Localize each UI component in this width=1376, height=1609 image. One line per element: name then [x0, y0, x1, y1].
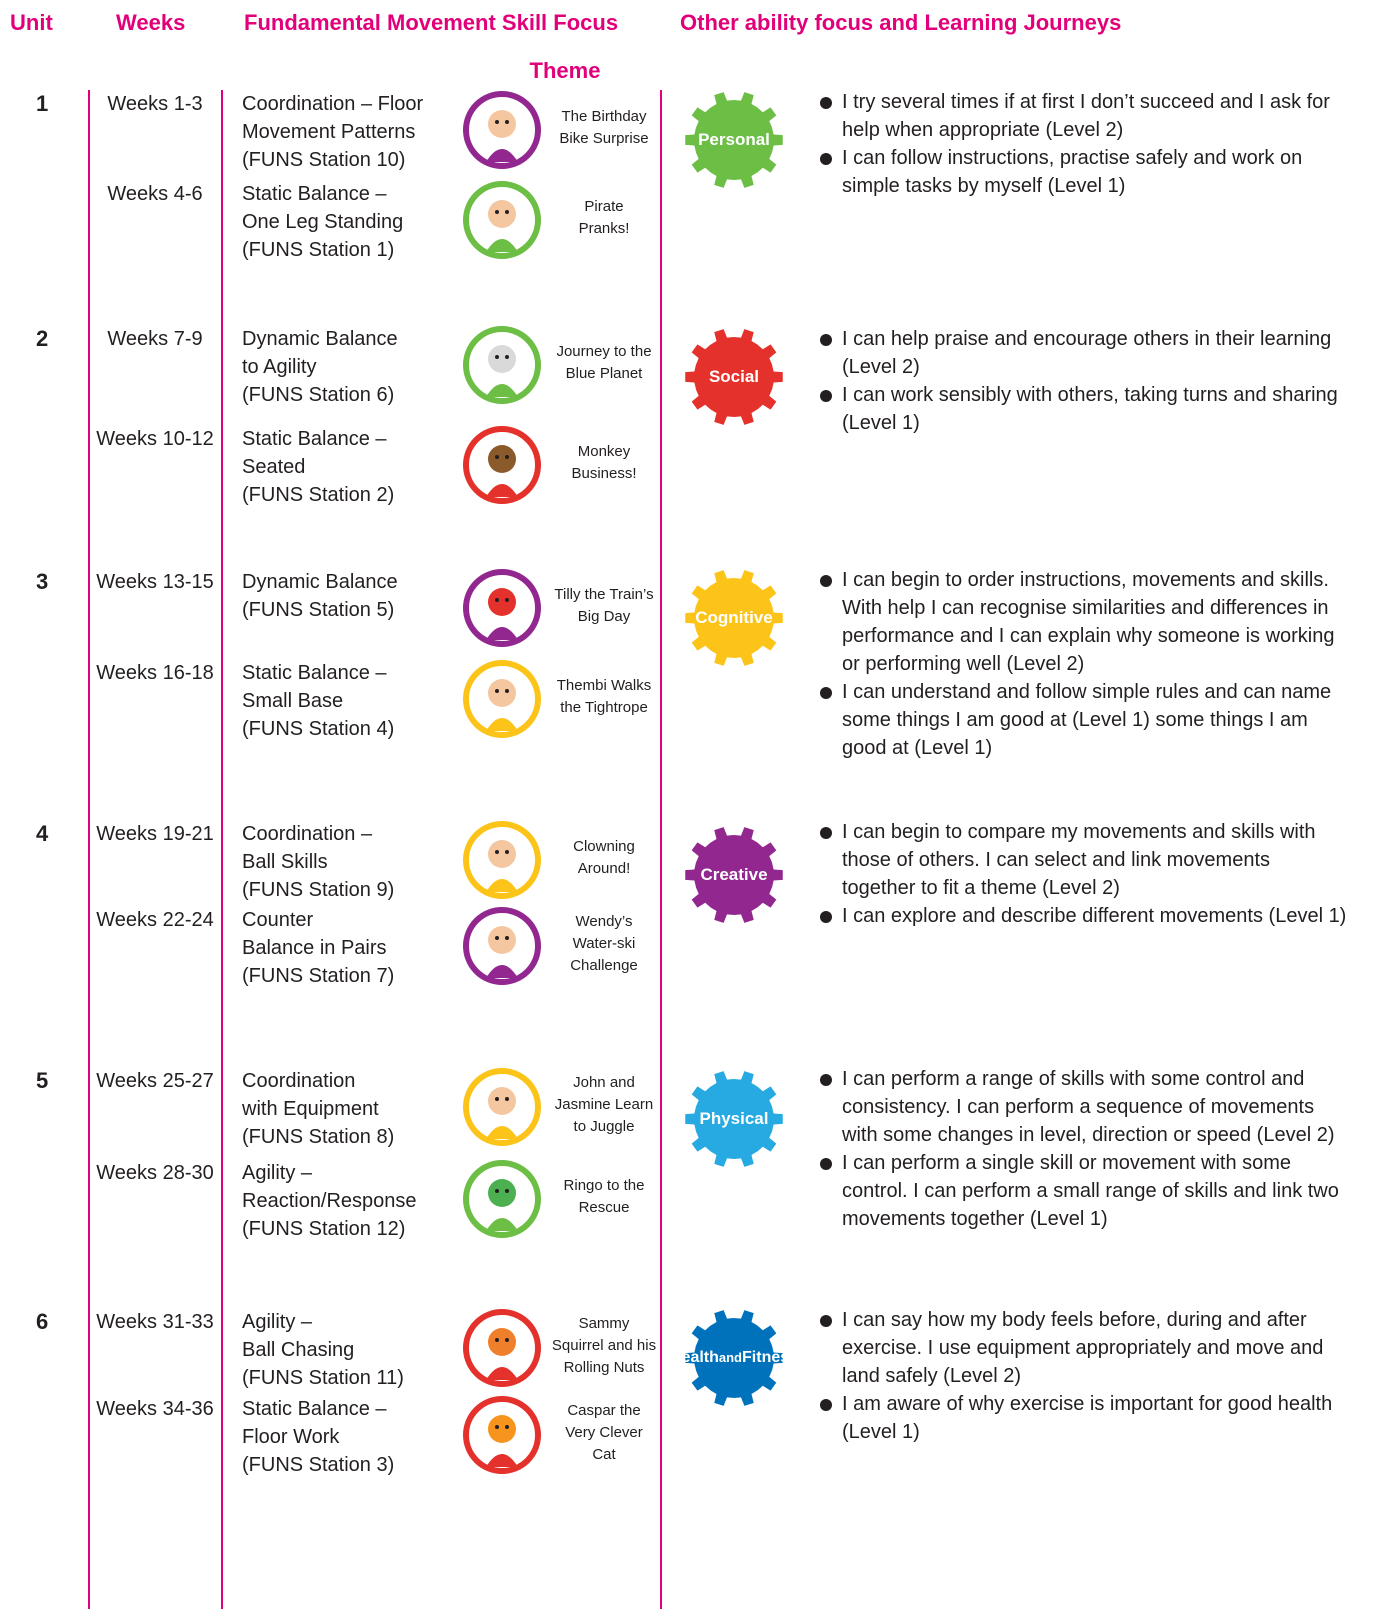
theme-title [548, 106, 660, 150]
theme-title-line: Big Day [577, 608, 631, 625]
weeks-label: Weeks 34-36 [96, 1398, 214, 1420]
header-weeks: Weeks [116, 10, 186, 35]
learning-journeys [818, 88, 1348, 200]
learning-journey-item: I can begin to order instructions, movements and skills. With help I can recognise similarities and differences in performance and I can explain why someone is working or performing well (Level 2) [818, 566, 1348, 678]
movement-skill-line: Reaction/Response [242, 1190, 417, 1212]
movement-skill-focus [242, 1159, 452, 1243]
movement-skill-line: One Leg Standing [242, 211, 404, 233]
learning-journeys [818, 1065, 1348, 1233]
theme-title-line: Water-ski [572, 935, 636, 952]
theme-title-line: Blue Planet [565, 365, 643, 382]
juggler-icon [462, 1067, 542, 1147]
boy-on-bike-icon [462, 90, 542, 170]
movement-skill-line: Small Base [242, 690, 344, 712]
movement-skill-line: Ball Chasing [242, 1339, 355, 1361]
ability-gear-icon [684, 327, 784, 427]
header-unit: Unit [10, 10, 53, 35]
movement-skill-line: (FUNS Station 3) [242, 1454, 395, 1476]
clown-icon [462, 820, 542, 900]
movement-skill-line: (FUNS Station 6) [242, 384, 395, 406]
theme-title-line: Ringo to the [563, 1177, 645, 1194]
theme-title-line: Very Clever [565, 1424, 643, 1441]
movement-skill-line: Counter [242, 909, 314, 931]
train-icon [462, 568, 542, 648]
learning-journey-item: I can say how my body feels before, during and after exercise. I use equipment appropriately and move and land safely (Level 2) [818, 1306, 1348, 1390]
divider-line [660, 90, 662, 1609]
movement-skill-line: with Equipment [242, 1098, 379, 1120]
theme-title-line: Pranks! [578, 220, 630, 237]
theme-title-line: The Birthday [561, 108, 647, 125]
weeks-label: Weeks 16-18 [96, 662, 214, 684]
divider-line [221, 90, 223, 1609]
movement-skill-focus [242, 90, 452, 174]
theme-title-line: Cat [592, 1446, 616, 1463]
theme-title-line: Around! [577, 860, 631, 877]
learning-journey-item: I can understand and follow simple rules and can name some things I am good at (Level 1) some things I am good at (Level 1) [818, 678, 1348, 762]
movement-skill-line: Coordination [242, 1070, 356, 1092]
movement-skill-line: Ball Skills [242, 851, 328, 873]
theme-title [548, 911, 660, 977]
theme-title-line: Rolling Nuts [563, 1359, 645, 1376]
movement-skill-line: (FUNS Station 2) [242, 484, 395, 506]
header-fms-focus: Fundamental Movement Skill Focus [244, 10, 619, 35]
theme-title-line: Sammy [578, 1315, 630, 1332]
movement-skill-line: (FUNS Station 8) [242, 1126, 395, 1148]
movement-skill-line: Movement Patterns [242, 121, 416, 143]
theme-title-line: Monkey [577, 443, 631, 460]
learning-journeys [818, 566, 1348, 762]
learning-journey-item: I can perform a range of skills with some control and consistency. I can perform a sequence of movements with some changes in level, direction or speed (Level 2) [818, 1065, 1348, 1149]
theme-title-line: Jasmine Learn [554, 1096, 654, 1113]
theme-title-line: Challenge [570, 957, 638, 974]
astronaut-icon [462, 325, 542, 405]
ability-gear-icon [684, 90, 784, 190]
ability-gear-icon [684, 568, 784, 668]
header-other-focus: Other ability focus and Learning Journeys [680, 10, 1122, 35]
theme-title-line: Rescue [578, 1199, 630, 1216]
ability-gear-icon [684, 1069, 784, 1169]
green-creature-icon [462, 1159, 542, 1239]
learning-journeys [818, 325, 1348, 437]
learning-journeys [818, 1306, 1348, 1446]
ability-label: Creative [700, 865, 768, 884]
pirate-icon [462, 180, 542, 260]
theme-title-line: Caspar the [567, 1402, 641, 1419]
ability-gear-icon [684, 825, 784, 925]
movement-skill-focus [242, 1395, 452, 1479]
theme-title [548, 836, 660, 880]
theme-title [548, 1400, 660, 1466]
theme-title-line: Business! [571, 465, 637, 482]
weeks-label: Weeks 19-21 [96, 823, 214, 845]
theme-title-line: Tilly the Train’s [554, 586, 654, 603]
movement-skill-focus [242, 568, 452, 624]
weeks-label: Weeks 10-12 [96, 428, 214, 450]
theme-title-line: the Tightrope [560, 699, 648, 716]
movement-skill-line: Agility – [242, 1311, 313, 1333]
movement-skill-line: Coordination – [242, 823, 373, 845]
movement-skill-line: (FUNS Station 1) [242, 239, 395, 261]
weeks-label: Weeks 28-30 [96, 1162, 214, 1184]
squirrel-icon [462, 1308, 542, 1388]
theme-title [548, 584, 660, 628]
weeks-label: Weeks 22-24 [96, 909, 214, 931]
weeks-label: Weeks 31-33 [96, 1311, 214, 1333]
divider-line [88, 90, 90, 1609]
unit-number: 2 [36, 326, 49, 351]
theme-title-line: Wendy’s [575, 913, 633, 930]
movement-skill-focus [242, 820, 452, 904]
unit-number: 5 [36, 1068, 49, 1093]
theme-title-line: Bike Surprise [559, 130, 649, 147]
movement-skill-line: Floor Work [242, 1426, 340, 1448]
movement-skill-focus [242, 325, 452, 409]
monkey-icon [462, 425, 542, 505]
theme-title [548, 675, 660, 719]
theme-title-line: to Juggle [573, 1118, 635, 1135]
tightrope-girl-icon [462, 659, 542, 739]
movement-skill-line: Agility – [242, 1162, 313, 1184]
movement-skill-line: Dynamic Balance [242, 571, 398, 593]
learning-journey-item: I can work sensibly with others, taking turns and sharing (Level 1) [818, 381, 1348, 437]
theme-title-line: John and [573, 1074, 635, 1091]
movement-skill-focus [242, 425, 452, 509]
learning-journey-item: I am aware of why exercise is important for good health (Level 1) [818, 1390, 1348, 1446]
movement-skill-line: Static Balance – [242, 1398, 387, 1420]
cat-icon [462, 1395, 542, 1475]
learning-journey-item: I can begin to compare my movements and skills with those of others. I can select and link movements together to fit a theme (Level 2) [818, 818, 1348, 902]
theme-title [548, 1175, 660, 1219]
movement-skill-focus [242, 906, 452, 990]
movement-skill-line: Static Balance – [242, 183, 387, 205]
theme-title-line: Journey to the [556, 343, 652, 360]
unit-number: 6 [36, 1309, 49, 1334]
movement-skill-line: (FUNS Station 4) [242, 718, 395, 740]
movement-skill-line: Seated [242, 456, 306, 478]
movement-skill-line: (FUNS Station 11) [242, 1367, 404, 1389]
theme-title [548, 441, 660, 485]
movement-skill-focus [242, 1067, 452, 1151]
movement-skill-line: Coordination – Floor [242, 93, 424, 115]
unit-number: 4 [36, 821, 49, 846]
theme-title [548, 1313, 660, 1379]
theme-title-line: Squirrel and his [551, 1337, 657, 1354]
movement-skill-focus [242, 1308, 452, 1392]
weeks-label: Weeks 7-9 [107, 328, 203, 350]
learning-journey-item: I can perform a single skill or movement with some control. I can perform a small range of skills and link two movements together (Level 1) [818, 1149, 1348, 1233]
movement-skill-line: to Agility [242, 356, 317, 378]
movement-skill-line: (FUNS Station 10) [242, 149, 406, 171]
ability-label: Personal [698, 130, 770, 149]
theme-title-line: Clowning [573, 838, 635, 855]
learning-journey-item: I try several times if at first I don’t succeed and I ask for help when appropriate (Level 2) [818, 88, 1348, 144]
water-skier-icon [462, 906, 542, 986]
unit-number: 3 [36, 569, 49, 594]
movement-skill-line: (FUNS Station 7) [242, 965, 395, 987]
movement-skill-line: (FUNS Station 5) [242, 599, 395, 621]
weeks-label: Weeks 13-15 [96, 571, 214, 593]
weeks-label: Weeks 1-3 [107, 93, 203, 115]
weeks-label: Weeks 4-6 [107, 183, 203, 205]
ability-label: Cognitive [695, 608, 773, 627]
movement-skill-line: (FUNS Station 9) [242, 879, 395, 901]
weeks-label: Weeks 25-27 [96, 1070, 214, 1092]
movement-skill-line: Dynamic Balance [242, 328, 398, 350]
learning-journey-item: I can help praise and encourage others in their learning (Level 2) [818, 325, 1348, 381]
learning-journey-item: I can follow instructions, practise safely and work on simple tasks by myself (Level 1) [818, 144, 1348, 200]
ability-label: Social [708, 367, 760, 386]
header-theme: Theme [529, 58, 601, 83]
theme-title-line: Pirate [584, 198, 624, 215]
movement-skill-line: Static Balance – [242, 662, 387, 684]
theme-title [548, 196, 660, 240]
learning-journeys [818, 818, 1348, 930]
ability-label: Physical [699, 1109, 769, 1128]
theme-title [548, 1072, 660, 1138]
movement-skill-focus [242, 659, 452, 743]
unit-number: 1 [36, 91, 49, 116]
movement-skill-line: Balance in Pairs [242, 937, 387, 959]
movement-skill-line: (FUNS Station 12) [242, 1218, 406, 1240]
ability-gear-icon [669, 1308, 799, 1408]
theme-title-line: Thembi Walks [556, 677, 652, 694]
ability-label: Health and Fitness [669, 1349, 799, 1366]
learning-journey-item: I can explore and describe different movements (Level 1) [818, 902, 1348, 930]
movement-skill-line: Static Balance – [242, 428, 387, 450]
theme-title [548, 341, 660, 385]
movement-skill-focus [242, 180, 452, 264]
